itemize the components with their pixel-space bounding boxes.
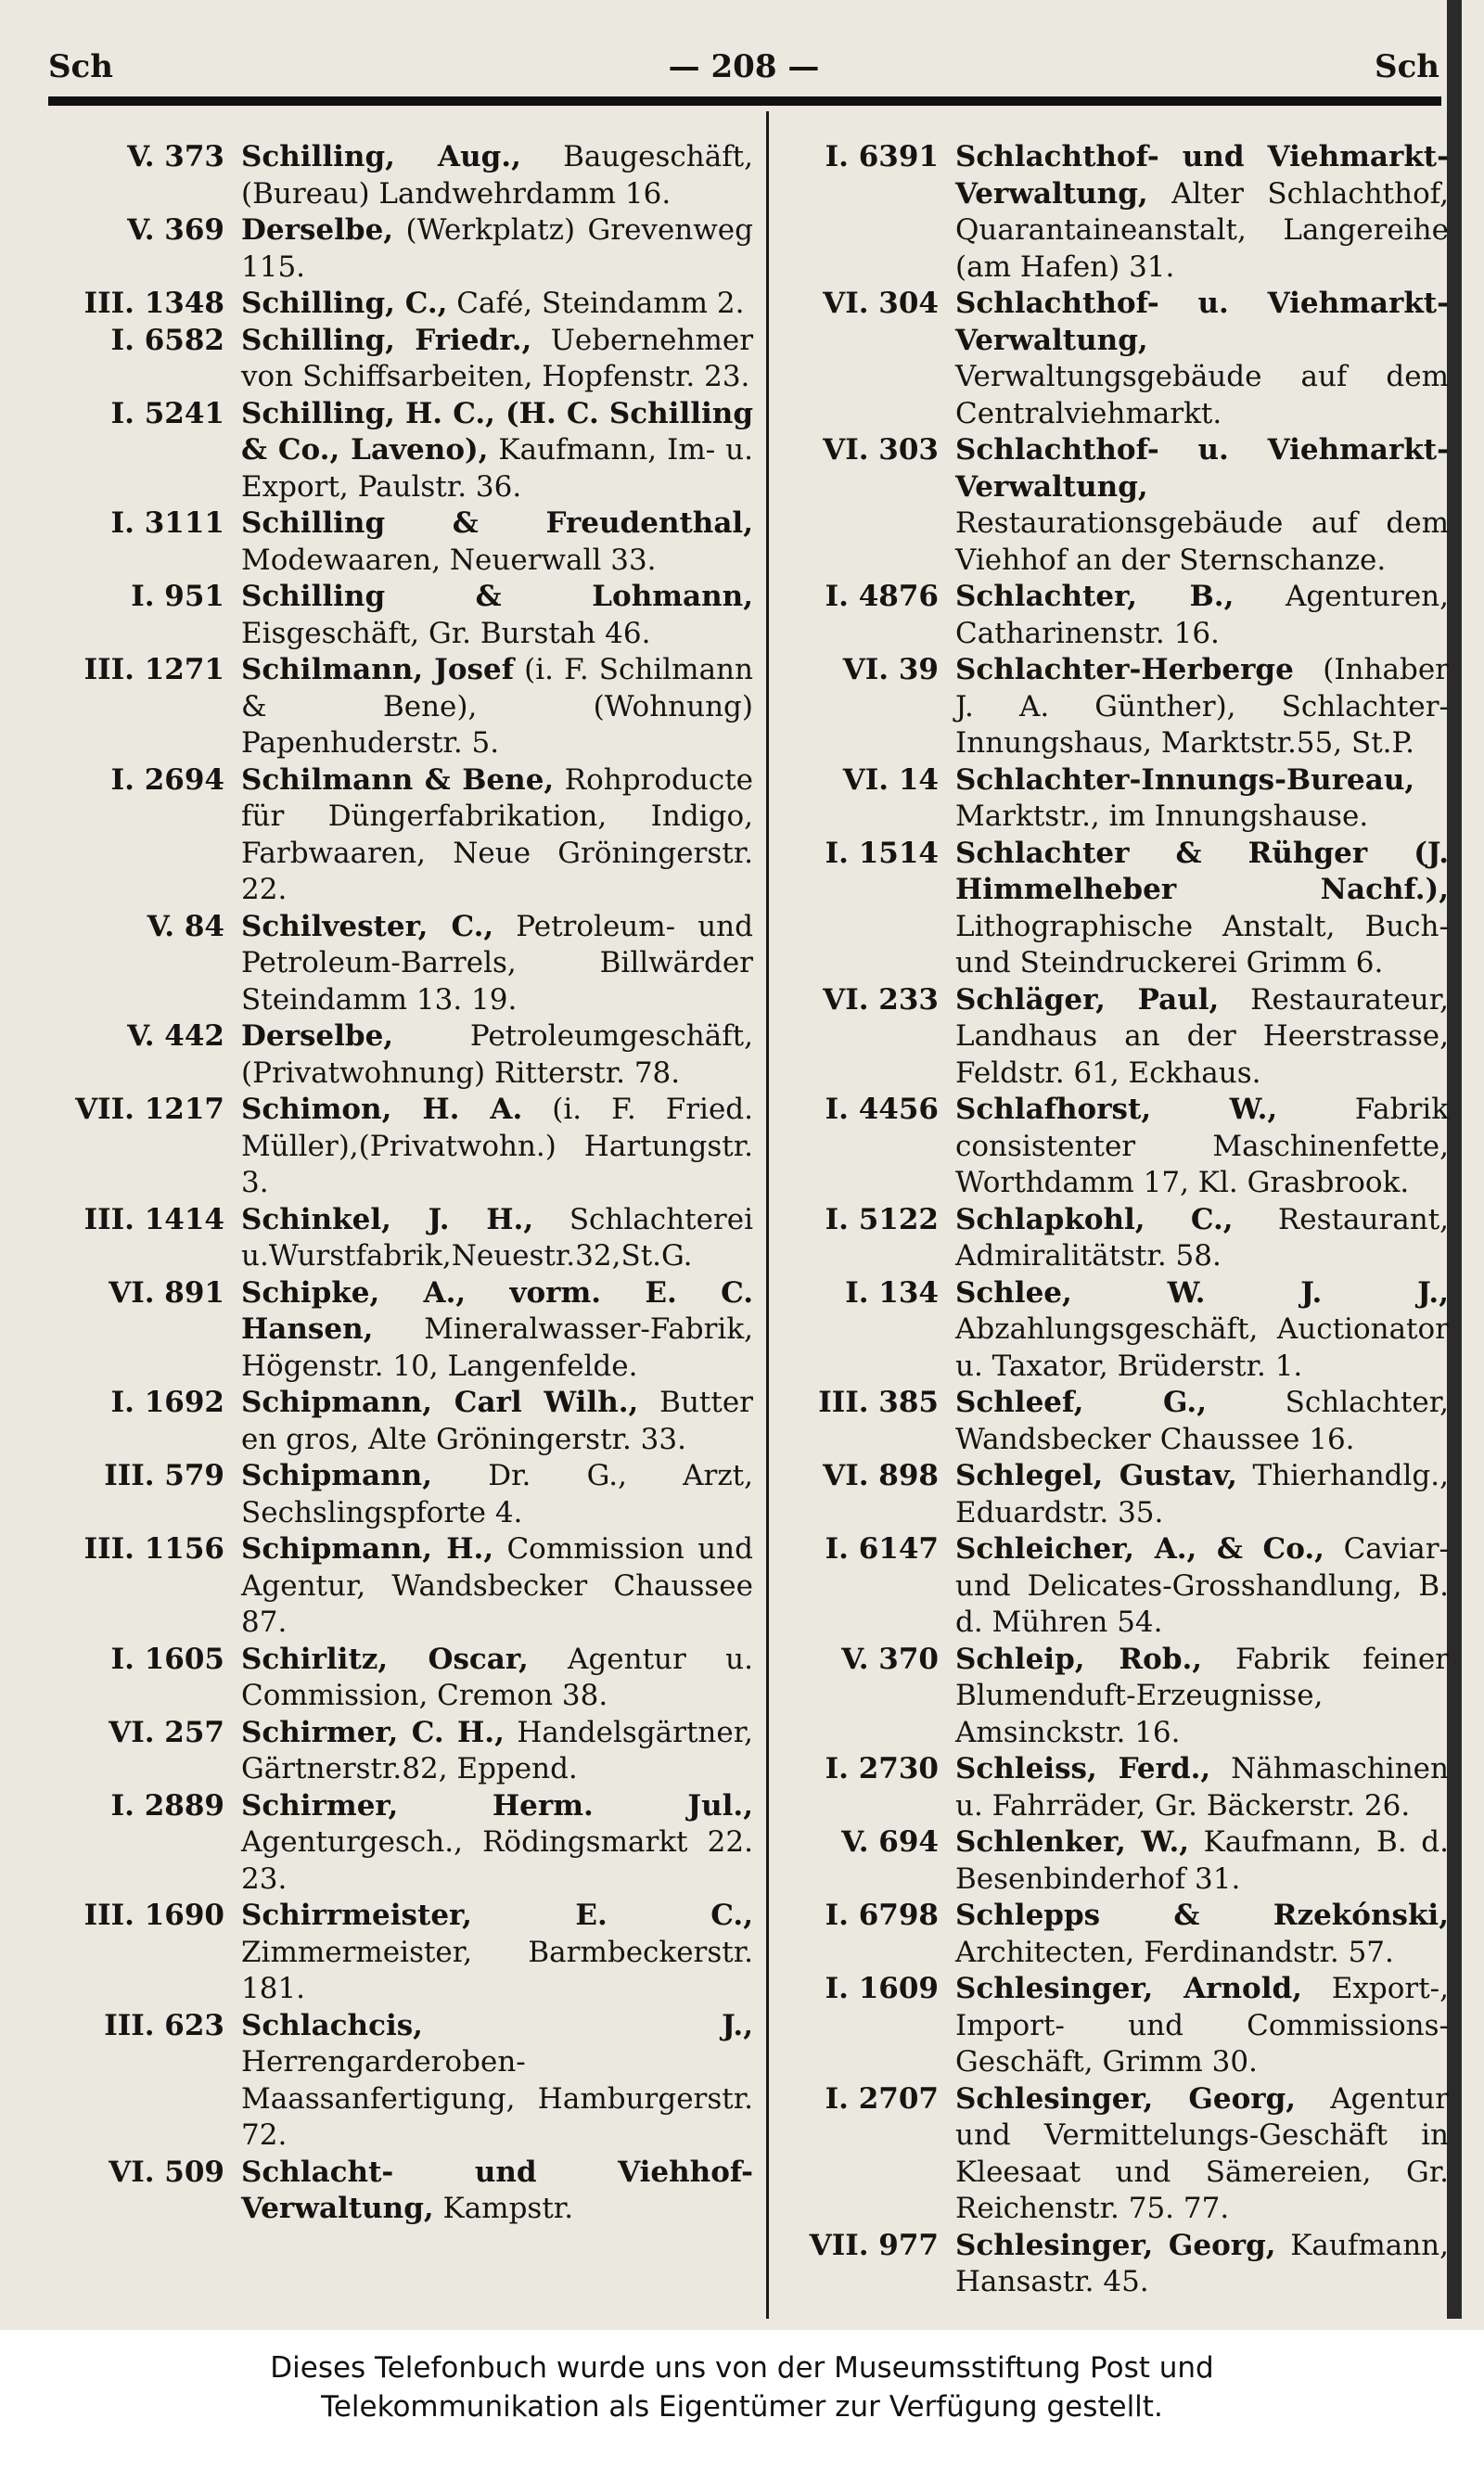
directory-entry: [48, 1898, 753, 2008]
phone-number: I. 2889: [110, 1788, 224, 1823]
subscriber-name: Derselbe,: [241, 1019, 394, 1053]
phone-number: I. 1514: [825, 836, 939, 870]
header-rule: [48, 96, 1441, 106]
phone-number: VII. 1217: [75, 1093, 224, 1126]
directory-entry: [48, 1018, 753, 1092]
phone-number: III. 1156: [83, 1532, 224, 1566]
subscriber-details: Verwaltungsgebäude auf dem Centralviehmarkt.: [955, 360, 1449, 430]
subscriber-name: Schläger, Paul,: [955, 982, 1220, 1017]
directory-entry: [779, 139, 1449, 286]
subscriber-name: Schilling & Lohmann,: [241, 580, 753, 613]
directory-entry: [779, 1971, 1449, 2081]
header-left-keyword: Sch: [48, 48, 113, 85]
directory-entry: [48, 1458, 753, 1531]
entry-text: [955, 1385, 1449, 1458]
subscriber-name: Schlegel, Gustav,: [955, 1459, 1237, 1492]
subscriber-details: Agenturen, Catharinenstr. 16.: [955, 580, 1449, 650]
subscriber-details: Handelsgärtner, Gärtnerstr.82, Eppend.: [241, 1715, 753, 1785]
left-column: [48, 139, 753, 2228]
phone-number: III. 623: [104, 2008, 224, 2042]
subscriber-details: Dr. G., Arzt, Sechslingspforte 4.: [241, 1459, 753, 1529]
directory-entry: [48, 762, 753, 909]
phone-number: VI. 898: [823, 1459, 939, 1492]
right-column: [779, 139, 1449, 2301]
entry-text: [241, 1458, 753, 1531]
subscriber-details: Restaurant, Admiralitätstr. 58.: [955, 1202, 1450, 1273]
directory-entry: [779, 836, 1449, 982]
subscriber-name: Schlenker, W.,: [955, 1825, 1190, 1859]
directory-entry: [48, 212, 753, 286]
subscriber-details: Butter en gros, Alte Gröningerstr. 33.: [241, 1386, 753, 1456]
subscriber-details: Thierhandlg., Eduardstr. 35.: [955, 1459, 1449, 1529]
directory-entry: [779, 2081, 1449, 2228]
subscriber-name: Schlachter & Rühger (J. Himmelheber Nachf.),: [955, 836, 1449, 906]
directory-entry: [48, 1531, 753, 1642]
directory-entry: [48, 652, 753, 762]
subscriber-name: Schlafhorst, W.,: [955, 1093, 1278, 1126]
phone-number: I. 1692: [110, 1386, 224, 1419]
phone-number: VI. 257: [109, 1715, 224, 1749]
subscriber-name: Schlachthof- u. Viehmarkt-Verwaltung,: [955, 433, 1449, 504]
phone-number: VI. 233: [823, 982, 939, 1017]
directory-entry: [779, 762, 1449, 836]
subscriber-name: Schlachter-Herberge: [955, 653, 1294, 686]
entry-text: [241, 505, 753, 579]
subscriber-name: Schlepps & Rzekónski,: [955, 1899, 1449, 1932]
subscriber-details: Kaufmann, Hansastr. 45.: [955, 2228, 1449, 2298]
directory-entry: [48, 505, 753, 579]
directory-entry: [48, 1092, 753, 1202]
subscriber-details: Kaufmann, B. d. Besenbinderhof 31.: [955, 1825, 1449, 1896]
directory-entry: [779, 1092, 1449, 1202]
directory-entry: [48, 1385, 753, 1458]
subscriber-details: Kampstr.: [433, 2192, 574, 2225]
entry-text: [241, 139, 753, 212]
subscriber-name: Schilmann & Bene,: [241, 762, 555, 797]
phone-number: I. 6582: [110, 323, 224, 357]
directory-entry: [48, 909, 753, 1019]
subscriber-name: Schirrmeister, E. C.,: [241, 1899, 753, 1932]
entry-text: [955, 1202, 1449, 1275]
subscriber-details: Modewaaren, Neuerwall 33.: [241, 543, 657, 577]
subscriber-name: Schleef, G.,: [955, 1386, 1207, 1419]
entry-text: [241, 2008, 753, 2155]
subscriber-name: Schinkel, J. H.,: [241, 1202, 534, 1236]
directory-entry: [48, 323, 753, 396]
directory-entry: [779, 1458, 1449, 1531]
phone-number: I. 4876: [825, 580, 939, 613]
subscriber-name: Schlesinger, Arnold,: [955, 1972, 1302, 2005]
entry-text: [241, 323, 753, 396]
entry-text: [241, 286, 753, 323]
subscriber-name: Schlapkohl, C.,: [955, 1202, 1234, 1236]
subscriber-name: Schilling & Freudenthal,: [241, 506, 753, 540]
entry-text: [241, 1092, 753, 1202]
entry-text: [955, 2228, 1449, 2301]
phone-number: VI. 509: [109, 2155, 224, 2189]
phone-number: VI. 304: [823, 287, 939, 320]
directory-entry: [779, 652, 1449, 762]
entry-text: [955, 1642, 1449, 1752]
subscriber-details: Eisgeschäft, Gr. Burstah 46.: [241, 616, 651, 650]
subscriber-name: Schlachcis, J.,: [241, 2008, 753, 2042]
subscriber-details: Café, Steindamm 2.: [447, 287, 745, 320]
entry-text: [955, 982, 1449, 1093]
subscriber-name: Schilmann, Josef: [241, 653, 515, 686]
directory-entry: [48, 1715, 753, 1788]
entry-text: [241, 762, 753, 909]
directory-entry: [779, 1642, 1449, 1752]
subscriber-name: Schipmann, Carl Wilh.,: [241, 1386, 639, 1419]
phone-number: V. 84: [147, 909, 224, 943]
directory-entry: [48, 1275, 753, 1386]
subscriber-details: Restaurateur, Landhaus an der Heerstrasse, Feldstr. 61, Eckhaus.: [955, 982, 1449, 1090]
footer-line-2: Telekommunikation als Eigentümer zur Verfügung gestellt.: [321, 2390, 1163, 2424]
column-divider: [766, 111, 769, 2319]
subscriber-name: Schleiss, Ferd.,: [955, 1752, 1211, 1785]
entry-text: [955, 2081, 1449, 2228]
subscriber-details: Abzahlungsgeschäft, Auctionator u. Taxator, Brüderstr. 1.: [955, 1312, 1449, 1383]
phone-number: VI. 891: [109, 1275, 224, 1310]
directory-entry: [48, 396, 753, 506]
subscriber-name: Schlachter, B.,: [955, 580, 1235, 613]
phone-number: III. 1414: [83, 1202, 224, 1236]
subscriber-name: Schlee, W. J. J.,: [955, 1275, 1449, 1310]
phone-number: I. 4456: [825, 1093, 939, 1126]
directory-entry: [48, 2155, 753, 2228]
entry-text: [241, 1642, 753, 1715]
page-number: — 208 —: [668, 48, 820, 85]
subscriber-name: Schilling, C.,: [241, 287, 448, 320]
entry-text: [955, 1971, 1449, 2081]
page-header: [48, 48, 1439, 93]
entry-text: [955, 432, 1449, 579]
directory-entry: [779, 982, 1449, 1093]
subscriber-name: Schirmer, Herm. Jul.,: [241, 1788, 753, 1823]
phone-number: I. 6147: [825, 1532, 939, 1566]
subscriber-details: Nähmaschinen u. Fahrräder, Gr. Bäckerstr. 26.: [955, 1752, 1449, 1823]
entry-text: [955, 1751, 1449, 1824]
phone-number: V. 373: [127, 140, 224, 173]
directory-entry: [779, 286, 1449, 432]
entry-text: [241, 652, 753, 762]
entry-text: [955, 286, 1449, 432]
directory-entry: [48, 1788, 753, 1899]
phone-number: I. 5122: [825, 1202, 939, 1236]
subscriber-details: Petroleumgeschäft, (Privatwohnung) Ritterstr. 78.: [241, 1019, 753, 1090]
phone-number: I. 5241: [110, 396, 224, 430]
subscriber-details: Baugeschäft, (Bureau) Landwehrdamm 16.: [241, 140, 753, 211]
entry-text: [241, 2155, 753, 2228]
phone-number: I. 1605: [110, 1642, 224, 1676]
entry-text: [955, 1824, 1449, 1898]
phone-number: VI. 14: [842, 762, 939, 797]
subscriber-name: Schilvester, C.,: [241, 909, 494, 943]
subscriber-details: (Werkplatz) Grevenweg 115.: [241, 213, 753, 284]
directory-entry: [779, 432, 1449, 579]
entry-text: [241, 1898, 753, 2008]
subscriber-details: Lithographische Anstalt, Buch- und Steindruckerei Grimm 6.: [955, 909, 1449, 979]
subscriber-details: Herrengarderoben-Maassanfertigung, Hamburgerstr. 72.: [241, 2045, 753, 2152]
footer-notice: [0, 2330, 1484, 2482]
directory-entry: [779, 1531, 1449, 1642]
subscriber-name: Schleip, Rob.,: [955, 1642, 1203, 1676]
subscriber-name: Schlachthof- u. Viehmarkt-Verwaltung,: [955, 287, 1449, 357]
subscriber-details: Kaufmann, Im- u. Export, Paulstr. 36.: [241, 433, 753, 504]
subscriber-name: Schipke, A., vorm. E. C. Hansen,: [241, 1275, 753, 1346]
phone-number: V. 369: [127, 213, 224, 247]
directory-entry: [779, 1385, 1449, 1458]
subscriber-name: Derselbe,: [241, 213, 394, 247]
entry-text: [955, 1458, 1449, 1531]
phone-number: I. 2730: [825, 1752, 939, 1785]
subscriber-name: Schirlitz, Oscar,: [241, 1642, 529, 1676]
subscriber-details: Petroleum- und Petroleum-Barrels, Billwärder Steindamm 13. 19.: [241, 909, 753, 1017]
subscriber-details: Architecten, Ferdinandstr. 57.: [955, 1935, 1394, 1969]
directory-entry: [779, 1898, 1449, 1971]
phone-number: III. 579: [104, 1459, 224, 1492]
phone-number: III. 1271: [83, 653, 224, 686]
subscriber-name: Schlachter-Innungs-Bureau,: [955, 762, 1415, 797]
subscriber-details: Alter Schlachthof, Quarantaineanstalt, Langereihe (am Hafen) 31.: [955, 176, 1449, 284]
phone-number: V. 370: [841, 1642, 939, 1676]
subscriber-name: Schlesinger, Georg,: [955, 2081, 1297, 2116]
phone-number: I. 1609: [825, 1972, 939, 2005]
entry-text: [241, 396, 753, 506]
subscriber-details: (i. F. Fried. Müller),(Privatwohn.) Hartungstr. 3.: [241, 1093, 754, 1199]
phone-number: I. 6391: [825, 140, 939, 173]
subscriber-details: Agentur u. Commission, Cremon 38.: [241, 1642, 753, 1712]
entry-text: [955, 1092, 1449, 1202]
entry-text: [955, 579, 1449, 652]
subscriber-name: Schlesinger, Georg,: [955, 2228, 1276, 2262]
phone-number: VI. 39: [842, 653, 939, 686]
subscriber-details: Fabrik feiner Blumenduft-Erzeugnisse, Amsinckstr. 16.: [955, 1642, 1449, 1749]
entry-text: [955, 762, 1449, 836]
subscriber-name: Schleicher, A., & Co.,: [955, 1532, 1324, 1566]
subscriber-details: Rohproducte für Düngerfabrikation, Indigo, Farbwaaren, Neue Gröningerstr. 22.: [241, 762, 754, 906]
header-right-keyword: Sch: [1375, 48, 1439, 85]
footer-line-1: Dieses Telefonbuch wurde uns von der Museumsstiftung Post und: [270, 2351, 1214, 2385]
directory-entry: [48, 579, 753, 652]
entry-text: [241, 1531, 753, 1642]
directory-entry: [779, 1824, 1449, 1898]
subscriber-details: Caviar- und Delicates-Grosshandlung, B. d. Mühren 54.: [955, 1532, 1449, 1639]
subscriber-details: Export-, Import- und Commissions-Geschäft, Grimm 30.: [955, 1972, 1449, 2079]
entry-text: [241, 1275, 753, 1386]
subscriber-name: Schlacht- und Viehhof-Verwaltung,: [241, 2155, 753, 2225]
directory-entry: [779, 579, 1449, 652]
subscriber-details: Marktstr., im Innungshause.: [955, 800, 1369, 833]
phone-number: III. 385: [818, 1386, 939, 1419]
subscriber-name: Schilling, Friedr.,: [241, 323, 532, 357]
entry-text: [241, 212, 753, 286]
phone-number: I. 2694: [110, 762, 224, 797]
entry-text: [955, 1275, 1449, 1386]
subscriber-name: Schilling, H. C., (H. C. Schilling & Co., Laveno),: [241, 396, 753, 467]
subscriber-details: Schlachter, Wandsbecker Chaussee 16.: [955, 1386, 1449, 1456]
entry-text: [241, 909, 753, 1019]
subscriber-name: Schilling, Aug.,: [241, 140, 521, 173]
phone-number: I. 2707: [825, 2081, 939, 2116]
directory-entry: [779, 1275, 1449, 1386]
entry-text: [955, 836, 1449, 982]
directory-entry: [48, 139, 753, 212]
subscriber-details: (i. F. Schilmann & Bene), (Wohnung) Papenhuderstr. 5.: [241, 653, 753, 760]
entry-text: [241, 579, 753, 652]
subscriber-details: Fabrik consistenter Maschinenfette, Worthdamm 17, Kl. Grasbrook.: [955, 1093, 1449, 1199]
phone-number: I. 951: [131, 580, 224, 613]
subscriber-name: Schipmann, H.,: [241, 1532, 494, 1566]
entry-text: [241, 1018, 753, 1092]
directory-entry: [48, 1202, 753, 1275]
directory-entry: [779, 1751, 1449, 1824]
entry-text: [241, 1788, 753, 1899]
entry-text: [955, 139, 1449, 286]
subscriber-details: (Inhaber J. A. Günther), Schlachter-Innungshaus, Marktstr.55, St.P.: [955, 653, 1449, 760]
page-edge-shadow: [1447, 0, 1462, 2319]
entry-text: [241, 1385, 753, 1458]
directory-entry: [48, 286, 753, 323]
directory-entry: [779, 2228, 1449, 2301]
subscriber-name: Schirmer, C. H.,: [241, 1715, 505, 1749]
phone-number: V. 694: [841, 1825, 939, 1859]
subscriber-details: Restaurationsgebäude auf dem Viehhof an der Sternschanze.: [955, 506, 1449, 577]
entry-text: [241, 1202, 753, 1275]
entry-text: [955, 1898, 1449, 1971]
phone-number: I. 134: [845, 1275, 939, 1310]
subscriber-details: Agenturgesch., Rödingsmarkt 22. 23.: [241, 1825, 753, 1896]
subscriber-details: Uebernehmer von Schiffsarbeiten, Hopfenstr. 23.: [241, 323, 754, 393]
phone-number: III. 1690: [83, 1899, 224, 1932]
subscriber-details: Zimmermeister, Barmbeckerstr. 181.: [241, 1935, 753, 2005]
subscriber-name: Schimon, H. A.: [241, 1093, 523, 1126]
subscriber-name: Schipmann,: [241, 1459, 433, 1492]
phone-number: V. 442: [127, 1019, 224, 1053]
directory-entry: [48, 2008, 753, 2155]
phone-number: III. 1348: [83, 287, 224, 320]
phone-number: VII. 977: [809, 2228, 939, 2262]
phone-number: VI. 303: [823, 433, 939, 467]
directory-entry: [48, 1642, 753, 1715]
entry-text: [955, 652, 1449, 762]
entry-text: [241, 1715, 753, 1788]
subscriber-name: Schlachthof- und Viehmarkt-Verwaltung,: [955, 140, 1449, 211]
subscriber-details: Schlachterei u.Wurstfabrik,Neuestr.32,St.G.: [241, 1202, 753, 1273]
phone-number: I. 3111: [110, 506, 224, 540]
subscriber-details: Agentur und Vermittelungs-Geschäft in Kleesaat und Sämereien, Gr. Reichenstr. 75. 77.: [955, 2081, 1449, 2225]
subscriber-details: Commission und Agentur, Wandsbecker Chaussee 87.: [241, 1532, 753, 1639]
phone-number: I. 6798: [825, 1899, 939, 1932]
entry-text: [955, 1531, 1449, 1642]
subscriber-details: Mineralwasser-Fabrik, Högenstr. 10, Langenfelde.: [241, 1312, 753, 1383]
directory-entry: [779, 1202, 1449, 1275]
